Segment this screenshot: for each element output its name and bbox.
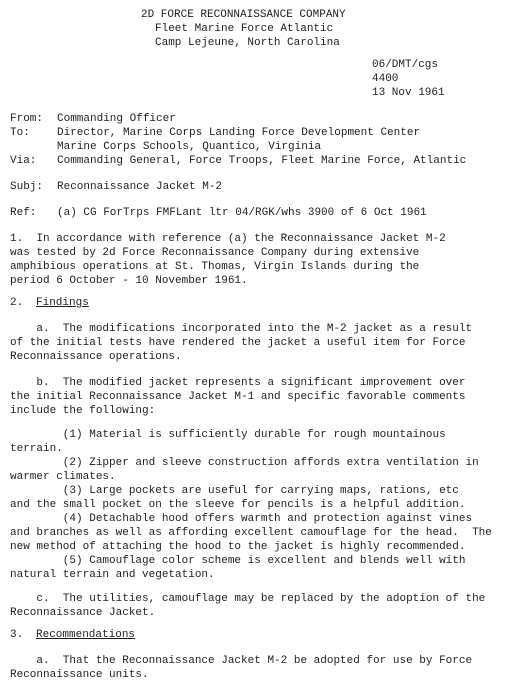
letterhead-unit: 2D FORCE RECONNAISSANCE COMPANY [141, 9, 346, 21]
from-value: Commanding Officer [57, 113, 176, 125]
finding-item-line: (3) Large pockets are useful for carrying maps, rations, etc [10, 485, 459, 497]
finding-item-line: warmer climates. [10, 471, 116, 483]
finding-item-line: and the small pocket on the sleeve for pencils is a helpful addition. [10, 499, 466, 511]
para2c-line: c. The utilities, camouflage may be replaced by the adoption of the [10, 593, 486, 605]
recommendations-heading: Recommendations [36, 629, 136, 641]
file-code: 06/DMT/cgs [372, 59, 439, 71]
reference-label: Ref: [10, 207, 37, 219]
from-label: From: [10, 113, 44, 125]
to-value-line1: Director, Marine Corps Landing Force Development Center [57, 127, 421, 139]
via-label: Via: [10, 155, 37, 167]
subject-value: Reconnaissance Jacket M-2 [57, 181, 223, 193]
para3a-line: Reconnaissance units. [10, 669, 149, 681]
letterhead-location: Camp Lejeune, North Carolina [155, 37, 340, 49]
via-value: Commanding General, Force Troops, Fleet Marine Force, Atlantic [57, 155, 467, 167]
para2c-line: Reconnaissance Jacket. [10, 607, 156, 619]
para3-number: 3. [10, 629, 24, 641]
letterhead-command: Fleet Marine Force Atlantic [155, 23, 334, 35]
finding-item-line: (1) Material is sufficiently durable for rough mountainous [10, 429, 446, 441]
para1-line: 1. In accordance with reference (a) the Reconnaissance Jacket M-2 [10, 233, 446, 245]
finding-item-line: natural terrain and vegetation. [10, 569, 215, 581]
to-label: To: [10, 127, 30, 139]
finding-item-line: and branches as well as affording excellent camouflage for the head. The [10, 527, 492, 539]
finding-item-line: (4) Detachable hood offers warmth and protection against vines [10, 513, 473, 525]
subject-label: Subj: [10, 181, 44, 193]
to-value-line2: Marine Corps Schools, Quantico, Virginia [57, 141, 322, 153]
para1-line: period 6 October - 10 November 1961. [10, 275, 248, 287]
para2a-line: Reconnaissance operations. [10, 351, 182, 363]
reference-value: (a) CG ForTrps FMFLant ltr 04/RGK/whs 3900 of 6 Oct 1961 [57, 207, 427, 219]
finding-item-line: (2) Zipper and sleeve construction affords extra ventilation in [10, 457, 479, 469]
serial-number: 4400 [372, 73, 399, 85]
para2-number: 2. [10, 297, 24, 309]
findings-heading: Findings [36, 297, 89, 309]
para2b-line: include the following: [10, 405, 156, 417]
finding-item-line: (5) Camouflage color scheme is excellent and blends well with [10, 555, 466, 567]
para2a-line: of the initial tests have rendered the jacket a useful item for Force [10, 337, 466, 349]
finding-item-line: terrain. [10, 443, 63, 455]
para2b-line: b. The modified jacket represents a significant improvement over [10, 377, 466, 389]
para1-line: was tested by 2d Force Reconnaissance Company during extensive [10, 247, 420, 259]
para3a-line: a. That the Reconnaissance Jacket M-2 be adopted for use by Force [10, 655, 473, 667]
para1-line: amphibious operations at St. Thomas, Virgin Islands during the [10, 261, 420, 273]
letter-date: 13 Nov 1961 [372, 87, 445, 99]
para2a-line: a. The modifications incorporated into the M-2 jacket as a result [10, 323, 473, 335]
para2b-line: the initial Reconnaissance Jacket M-1 and specific favorable comments [10, 391, 466, 403]
finding-item-line: new method of attaching the hood to the jacket is highly recommended. [10, 541, 466, 553]
